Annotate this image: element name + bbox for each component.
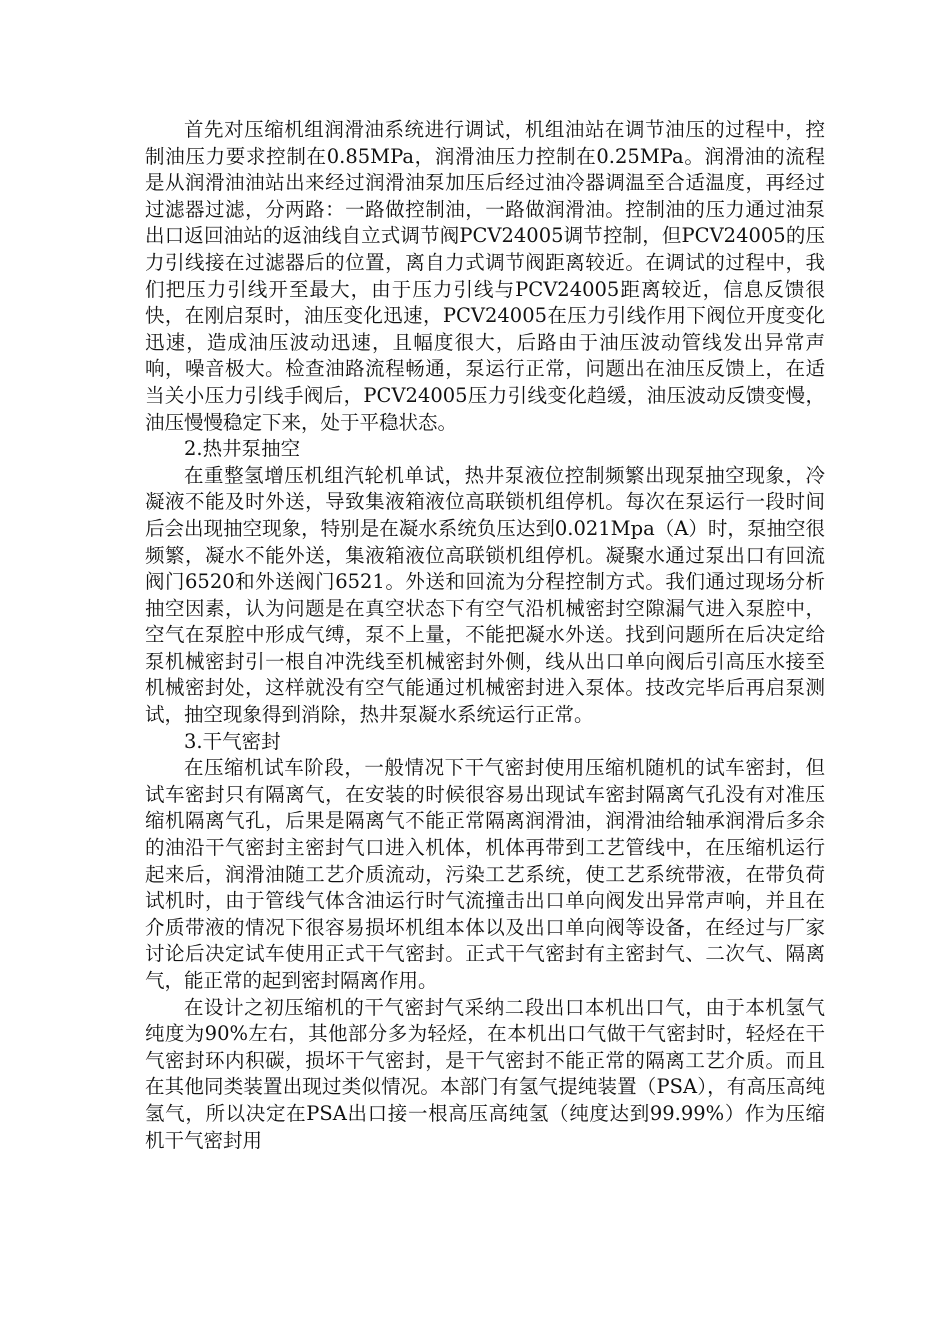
paragraph-lube-oil-system: 首先对压缩机组润滑油系统进行调试，机组油站在调节油压的过程中，控制油压力要求控制在0.85MPa，润滑油压力控制在0.25MPa。润滑油的流程是从润滑油油站出来经过润滑油泵加压后经过油冷器调温至合适温度，再经过过滤器过滤，分两路：一路做控制油，一路做润滑油。控制油的压力通过油泵出口返回油站的返油线自立式调节阀PCV24005调节控制，但PCV24005的压力引线接在过滤器后的位置，离自力式调节阀距离较近。在调试的过程中，我们把压力引线开至最大，由于压力引线与PCV24005距离较近，信息反馈很快，在刚启泵时，油压变化迅速，PCV24005在压力引线作用下阀位开度变化迅速，造成油压波动迅速，且幅度很大，后路由于油压波动管线发出异常声响，噪音极大。检查油路流程畅通，泵运行正常，问题出在油压反馈上，在适当关小压力引线手阀后，PCV24005压力引线变化趋缓，油压波动反馈变慢，油压慢慢稳定下来，处于平稳状态。 xyxy=(145,118,825,434)
section-heading-hotwell-pump: 2.热井泵抽空 xyxy=(184,437,301,461)
section-heading-dry-gas-seal: 3.干气密封 xyxy=(184,729,281,753)
paragraph-dry-gas-seal-design: 在设计之初压缩机的干气密封气采纳二段出口本机出口气，由于本机氢气纯度为90%左右，其他部分多为轻烃，在本机出口气做干气密封时，轻烃在干气密封环内积碳，损坏干气密封，是干气密封不能正常的隔离工艺介质。而且在其他同类装置出现过类似情况。本部门有氢气提纯装置（PSA），有高压高纯氢气，所以决定在PSA出口接一根高压高纯氢（纯度达到99.99%）作为压缩机干气密封用 xyxy=(145,995,825,1152)
paragraph-hotwell-pump: 在重整氢增压机组汽轮机单试，热井泵液位控制频繁出现泵抽空现象，冷凝液不能及时外送，导致集液箱液位高联锁机组停机。每次在泵运行一段时间后会出现抽空现象，特别是在凝水系统负压达到0.021Mpa（A）时，泵抽空很频繁，凝水不能外送，集液箱液位高联锁机组停机。凝聚水通过泵出口有回流阀门6520和外送阀门6521。外送和回流为分程控制方式。我们通过现场分析抽空因素，认为问题是在真空状态下有空气沿机械密封空隙漏气进入泵腔中，空气在泵腔中形成气缚，泵不上量，不能把凝水外送。找到问题所在后决定给泵机械密封引一根自冲洗线至机械密封外侧，线从出口单向阀后引高压水接至机械密封处，这样就没有空气能通过机械密封进入泵体。技改完毕后再启泵测试，抽空现象得到消除，热井泵凝水系统运行正常。 xyxy=(145,463,825,727)
paragraph-dry-gas-seal-trial: 在压缩机试车阶段，一般情况下干气密封使用压缩机随机的试车密封，但试车密封只有隔离气，在安装的时候很容易出现试车密封隔离气孔没有对准压缩机隔离气孔，后果是隔离气不能正常隔离润滑油，润滑油给轴承润滑后多余的油沿干气密封主密封气口进入机体，机体再带到工艺管线中，在压缩机运行起来后，润滑油随工艺介质流动，污染工艺系统，使工艺系统带液，在带负荷试机时，由于管线气体含油运行时气流撞击出口单向阀发出异常声响，并且在介质带液的情况下很容易损坏机组本体以及出口单向阀等设备，在经过与厂家讨论后决定试车使用正式干气密封。正式干气密封有主密封气、二次气、隔离气，能正常的起到密封隔离作用。 xyxy=(145,756,825,992)
document-page xyxy=(145,117,825,1154)
